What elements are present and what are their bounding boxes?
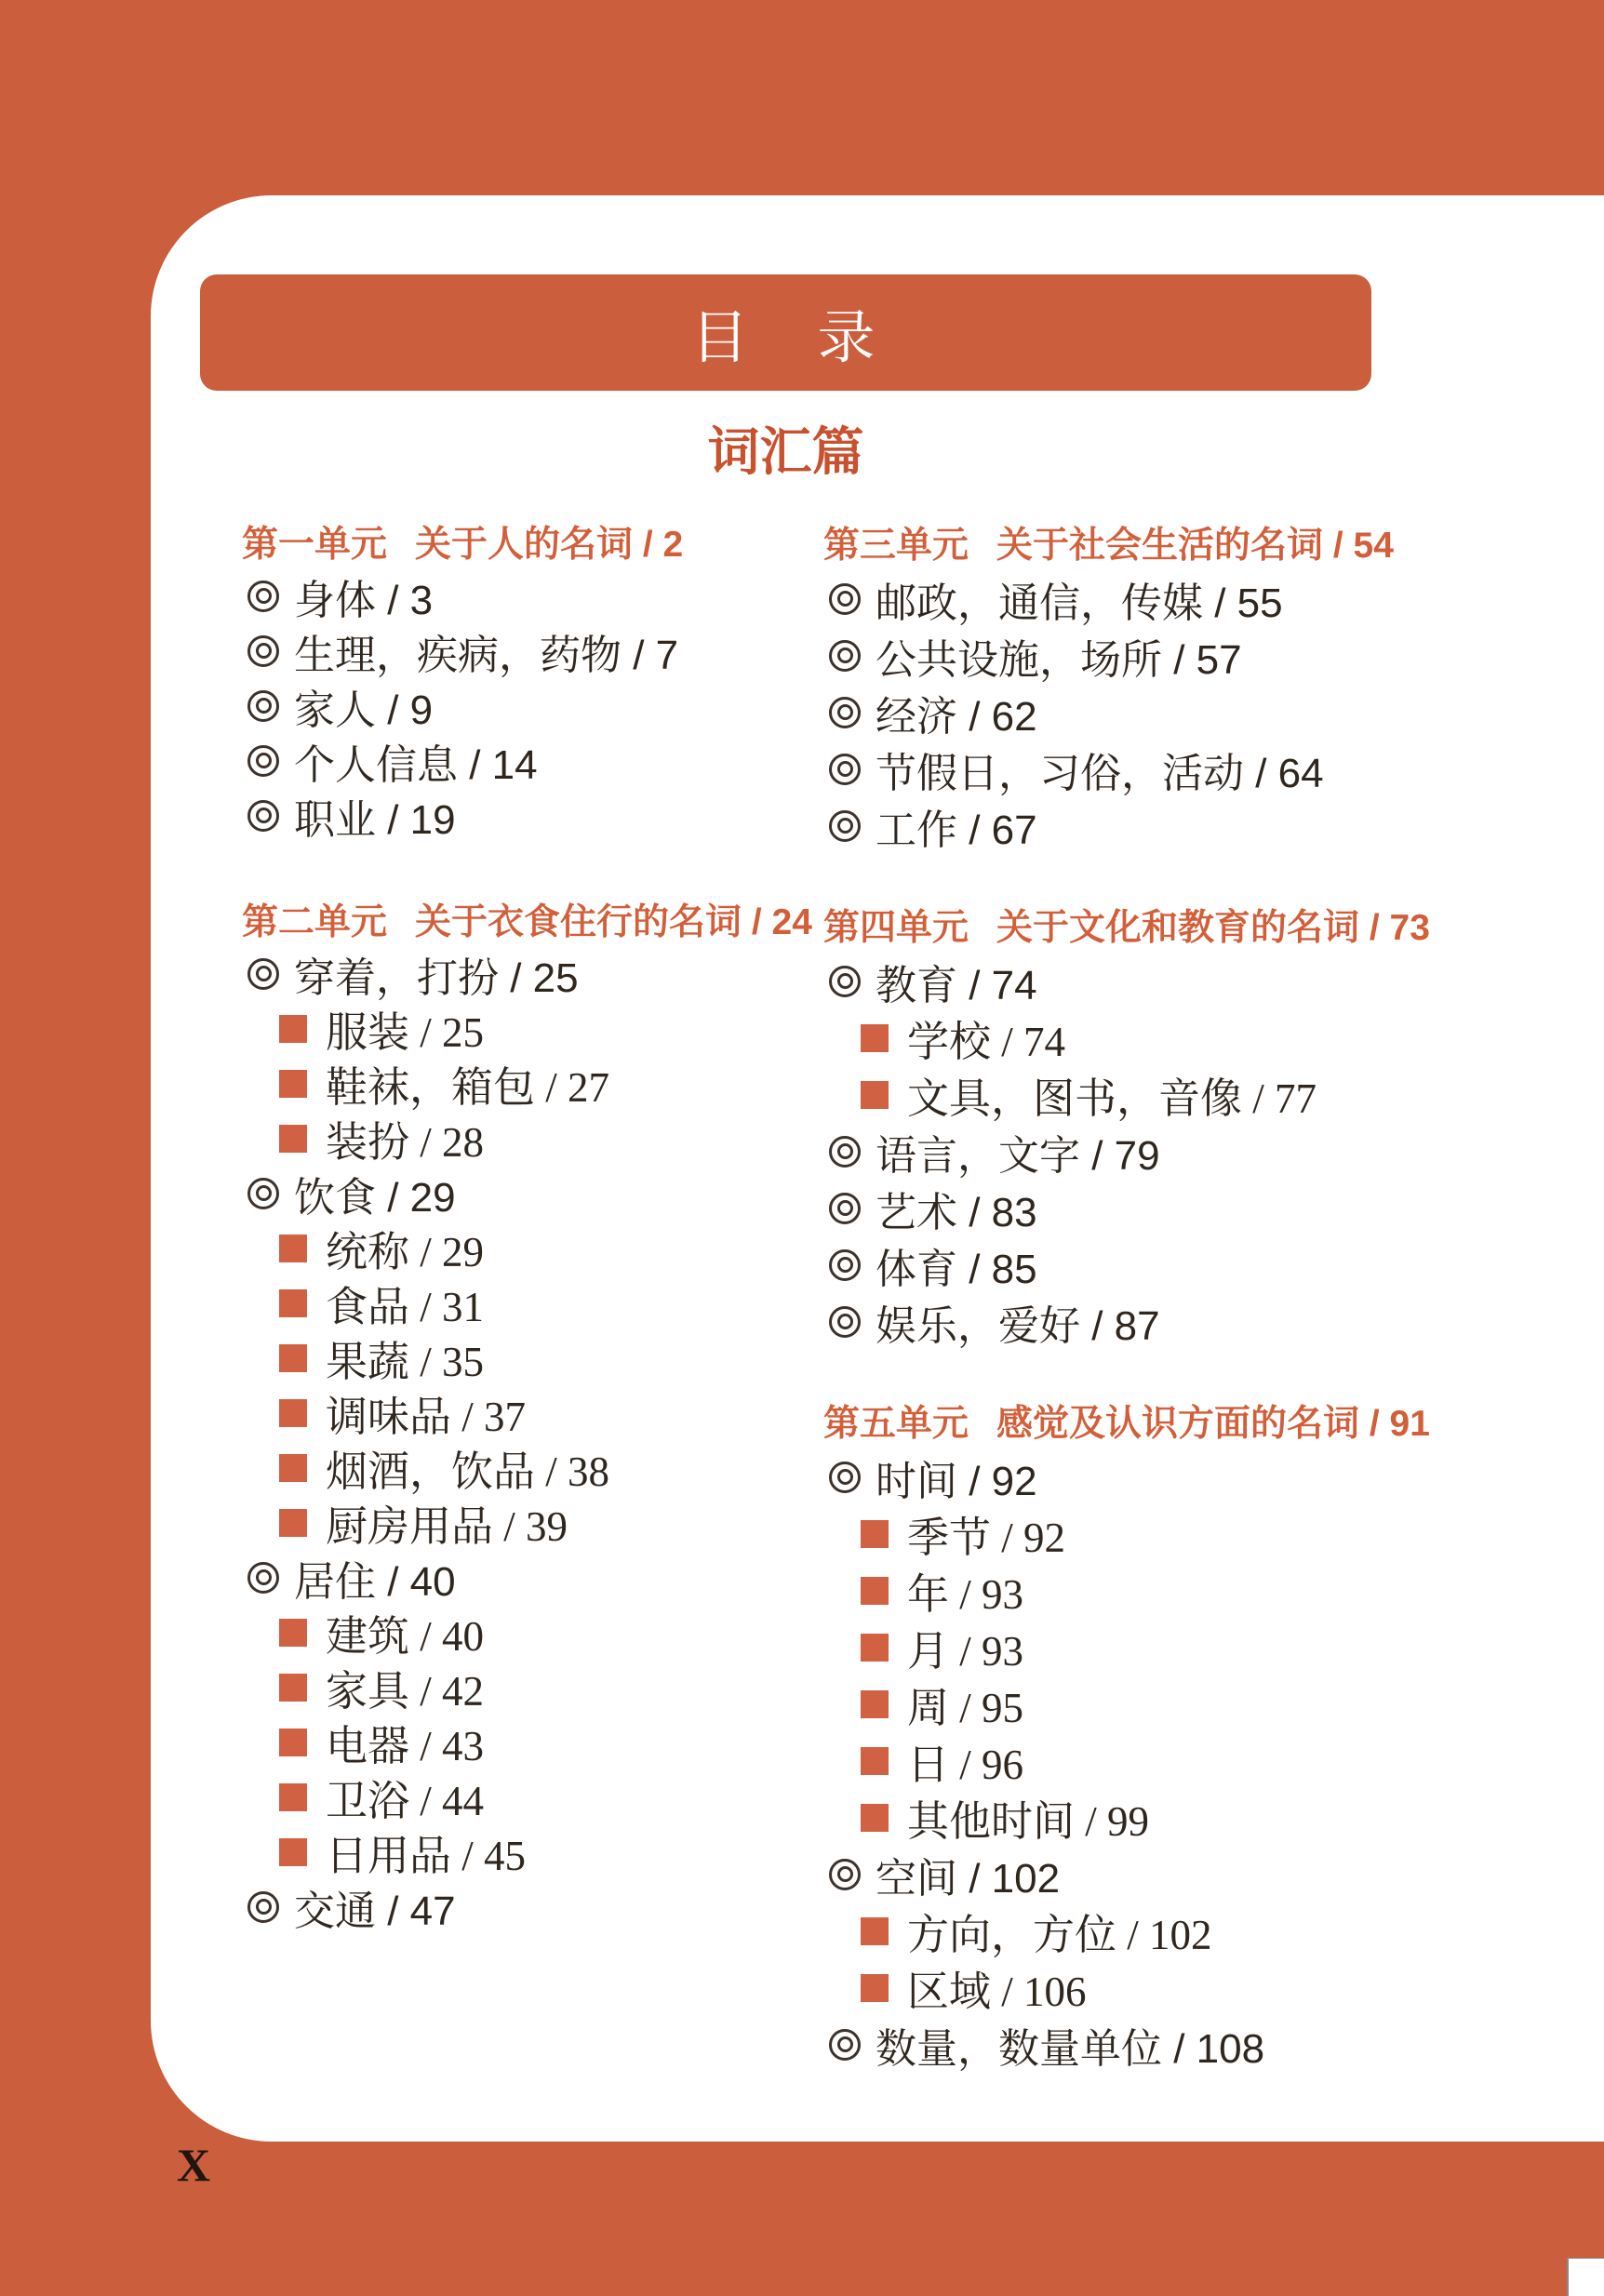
toc-item [823,1180,1419,1236]
toc-item [242,1275,800,1330]
toc-item-label: 其他时间 / 99 [907,1798,1150,1845]
double-circle-bullet-icon [829,1306,861,1338]
toc-item [823,1236,1419,1293]
unit-heading [242,514,800,568]
unit-heading [823,1392,1430,1448]
toc-section [242,891,812,1934]
toc-item-label: 周 / 95 [907,1685,1024,1731]
unit-title: 关于社会生活的名词 / 54 [996,525,1394,566]
toc-item [242,1001,800,1056]
toc-item [242,678,800,733]
toc-column [242,514,812,1934]
double-circle-bullet-inner [837,647,853,663]
toc-section [823,1392,1430,2073]
toc-item [242,1111,800,1166]
square-bullet-icon [279,1015,307,1043]
toc-item [823,1009,1419,1066]
double-circle-bullet-icon [829,697,861,728]
toc-item [242,1769,800,1824]
unit-heading [823,896,1430,953]
double-circle-bullet-icon [247,1562,279,1594]
toc-item-label: 调味品 / 37 [326,1394,527,1440]
toc-item-label: 鞋袜，箱包 / 27 [326,1064,610,1111]
toc-item [823,797,1419,854]
double-circle-bullet-inner [256,643,272,659]
toc-section [823,514,1419,854]
double-circle-bullet-inner [837,973,853,989]
square-bullet-icon [279,1454,307,1482]
double-circle-bullet-inner [837,818,853,834]
double-circle-bullet-icon [247,690,279,722]
double-circle-bullet-icon [829,966,861,997]
toc-item-label: 时间 / 92 [876,1458,1037,1504]
unit-heading [242,891,812,946]
toc-item-label: 日用品 / 45 [326,1833,527,1879]
toc-item [823,1959,1419,2016]
toc-item [823,1675,1419,1732]
toc-item [242,1440,800,1495]
toc-item [823,1066,1419,1123]
toc-item [242,623,800,678]
toc-section [823,896,1430,1350]
double-circle-bullet-icon [247,958,279,990]
toc-item-label: 经济 / 62 [876,693,1037,740]
toc-item [823,627,1419,684]
toc-item [242,1385,800,1440]
toc-item-label: 厨房用品 / 39 [326,1503,568,1550]
toc-item [823,1902,1419,1959]
square-bullet-icon [279,1619,307,1647]
double-circle-bullet-icon [829,1193,861,1224]
square-bullet-icon [861,1577,889,1605]
part-title: 词汇篇 [707,424,864,482]
double-circle-bullet-inner [837,591,853,607]
double-circle-bullet-icon [247,1891,279,1923]
toc-item-label: 个人信息 / 14 [294,741,538,788]
toc-column [823,514,1430,2073]
toc-item-label: 身体 / 3 [294,577,434,623]
toc-item [823,741,1419,797]
toc-item-label: 家具 / 42 [326,1668,485,1715]
double-circle-bullet-inner [837,704,853,720]
toc-item [823,570,1419,627]
square-bullet-icon [279,1783,307,1811]
unit-title: 关于衣食住行的名词 / 24 [415,901,812,942]
unit-title: 感觉及认识方面的名词 / 91 [996,1403,1430,1444]
square-bullet-icon [279,1838,307,1866]
toc-item [242,1660,800,1715]
square-bullet-icon [279,1729,307,1756]
square-bullet-icon [861,1974,889,2002]
square-bullet-icon [279,1344,307,1372]
toc-item-label: 方向，方位 / 102 [907,1912,1212,1958]
double-circle-bullet-inner [837,1314,853,1329]
toc-item [242,1605,800,1660]
square-bullet-icon [861,1690,889,1718]
toc-item-label: 家人 / 9 [294,687,434,733]
double-circle-bullet-inner [837,2036,853,2052]
double-circle-bullet-icon [829,1859,861,1890]
double-circle-bullet-icon [829,754,861,785]
double-circle-bullet-inner [837,1200,853,1216]
toc-item-label: 邮政，通信，传媒 / 55 [876,580,1283,626]
toc-header-title: 目 录 [690,307,881,370]
toc-item-label: 年 / 93 [907,1571,1024,1618]
square-bullet-icon [861,1747,889,1775]
toc-item-label: 卫浴 / 44 [326,1778,485,1824]
unit-number: 第四单元 [823,907,969,948]
square-bullet-icon [279,1509,307,1537]
toc-item-label: 居住 / 40 [294,1558,456,1605]
unit-number: 第五单元 [823,1403,969,1444]
toc-item-label: 生理，疾病，药物 / 7 [294,632,679,678]
square-bullet-icon [861,1081,889,1109]
square-bullet-icon [279,1125,307,1153]
toc-item-label: 饮食 / 29 [294,1174,456,1221]
double-circle-bullet-inner [837,1469,853,1485]
unit-number: 第二单元 [242,901,388,942]
toc-item [242,733,800,788]
unit-title: 关于人的名词 / 2 [415,524,684,565]
toc-item-label: 文具，图书，音像 / 77 [907,1075,1317,1122]
toc-item [823,2016,1419,2073]
double-circle-bullet-inner [256,1185,272,1201]
toc-item [823,1789,1419,1846]
toc-item [242,1056,800,1111]
toc-item [242,1715,800,1769]
double-circle-bullet-icon [247,1178,279,1209]
toc-header-bar [200,274,1371,391]
double-circle-bullet-icon [247,635,279,667]
toc-item [823,953,1419,1009]
toc-item-label: 食品 / 31 [326,1284,485,1330]
double-circle-bullet-icon [247,800,279,832]
toc-item-label: 统称 / 29 [326,1229,485,1275]
toc-item [242,1495,800,1550]
toc-item [823,1732,1419,1789]
toc-item-label: 数量，数量单位 / 108 [876,2025,1265,2072]
toc-item-label: 语言，文字 / 79 [876,1132,1160,1179]
toc-item [823,684,1419,741]
square-bullet-icon [861,1024,889,1052]
double-circle-bullet-icon [829,1462,861,1493]
toc-item-label: 果蔬 / 35 [326,1339,485,1385]
square-bullet-icon [279,1070,307,1098]
square-bullet-icon [861,1804,889,1832]
toc-item [242,1330,800,1385]
unit-number: 第一单元 [242,524,388,565]
double-circle-bullet-inner [256,753,272,768]
toc-item-label: 月 / 93 [907,1628,1024,1675]
square-bullet-icon [861,1520,889,1548]
toc-item-label: 季节 / 92 [907,1515,1066,1561]
toc-item-label: 服装 / 25 [326,1009,485,1056]
toc-item-label: 职业 / 19 [294,796,456,843]
double-circle-bullet-icon [829,1249,861,1281]
double-circle-bullet-inner [256,966,272,981]
double-circle-bullet-icon [829,1136,861,1168]
unit-number: 第三单元 [823,525,969,566]
toc-item-label: 节假日，习俗，活动 / 64 [876,750,1324,796]
toc-item-label: 娱乐，爱好 / 87 [876,1302,1160,1349]
page-corner-artifact [1567,2258,1604,2296]
double-circle-bullet-icon [829,583,861,615]
double-circle-bullet-inner [256,808,272,823]
toc-item [242,568,800,623]
toc-item [823,1448,1419,1505]
toc-item [242,1824,800,1879]
double-circle-bullet-inner [256,1899,272,1915]
toc-item [823,1562,1419,1619]
toc-item [242,1166,800,1221]
double-circle-bullet-icon [829,2029,861,2061]
toc-item-label: 交通 / 47 [294,1888,456,1934]
double-circle-bullet-icon [829,810,861,842]
toc-item-label: 工作 / 67 [876,807,1037,853]
square-bullet-icon [279,1289,307,1317]
square-bullet-icon [279,1235,307,1262]
double-circle-bullet-inner [837,1257,853,1273]
toc-item [242,1550,800,1605]
toc-item-label: 空间 / 102 [876,1855,1061,1902]
double-circle-bullet-icon [247,581,279,612]
toc-item-label: 学校 / 74 [907,1019,1066,1065]
toc-item [242,1221,800,1275]
double-circle-bullet-inner [256,1569,272,1585]
square-bullet-icon [861,1634,889,1662]
toc-item-label: 装扮 / 28 [326,1119,485,1166]
unit-title: 关于文化和教育的名词 / 73 [996,907,1430,948]
toc-item-label: 建筑 / 40 [326,1613,485,1660]
toc-item-label: 日 / 96 [907,1742,1024,1788]
double-circle-bullet-icon [829,640,861,672]
toc-item [242,1879,800,1934]
double-circle-bullet-inner [837,1866,853,1882]
toc-item-label: 区域 / 106 [907,1969,1087,2015]
toc-item-label: 教育 / 74 [876,962,1037,1008]
double-circle-bullet-inner [256,698,272,714]
unit-heading [823,514,1419,570]
double-circle-bullet-inner [837,761,853,777]
toc-item-label: 公共设施，场所 / 57 [876,636,1242,683]
toc-item [242,946,800,1001]
toc-item-label: 电器 / 43 [326,1723,485,1769]
toc-item-label: 体育 / 85 [876,1246,1037,1292]
page-number: X [177,2139,211,2191]
toc-item [242,788,800,843]
double-circle-bullet-icon [247,745,279,777]
toc-section [242,514,800,843]
toc-item-label: 艺术 / 83 [876,1189,1037,1235]
toc-item [823,1619,1419,1675]
square-bullet-icon [279,1674,307,1702]
double-circle-bullet-inner [256,588,272,604]
double-circle-bullet-inner [837,1143,853,1159]
toc-item [823,1505,1419,1562]
square-bullet-icon [279,1399,307,1427]
toc-item-label: 烟酒，饮品 / 38 [326,1448,610,1495]
toc-item [823,1846,1419,1902]
toc-item [823,1123,1419,1180]
toc-item-label: 穿着，打扮 / 25 [294,954,579,1001]
toc-item [823,1293,1419,1350]
square-bullet-icon [861,1917,889,1945]
